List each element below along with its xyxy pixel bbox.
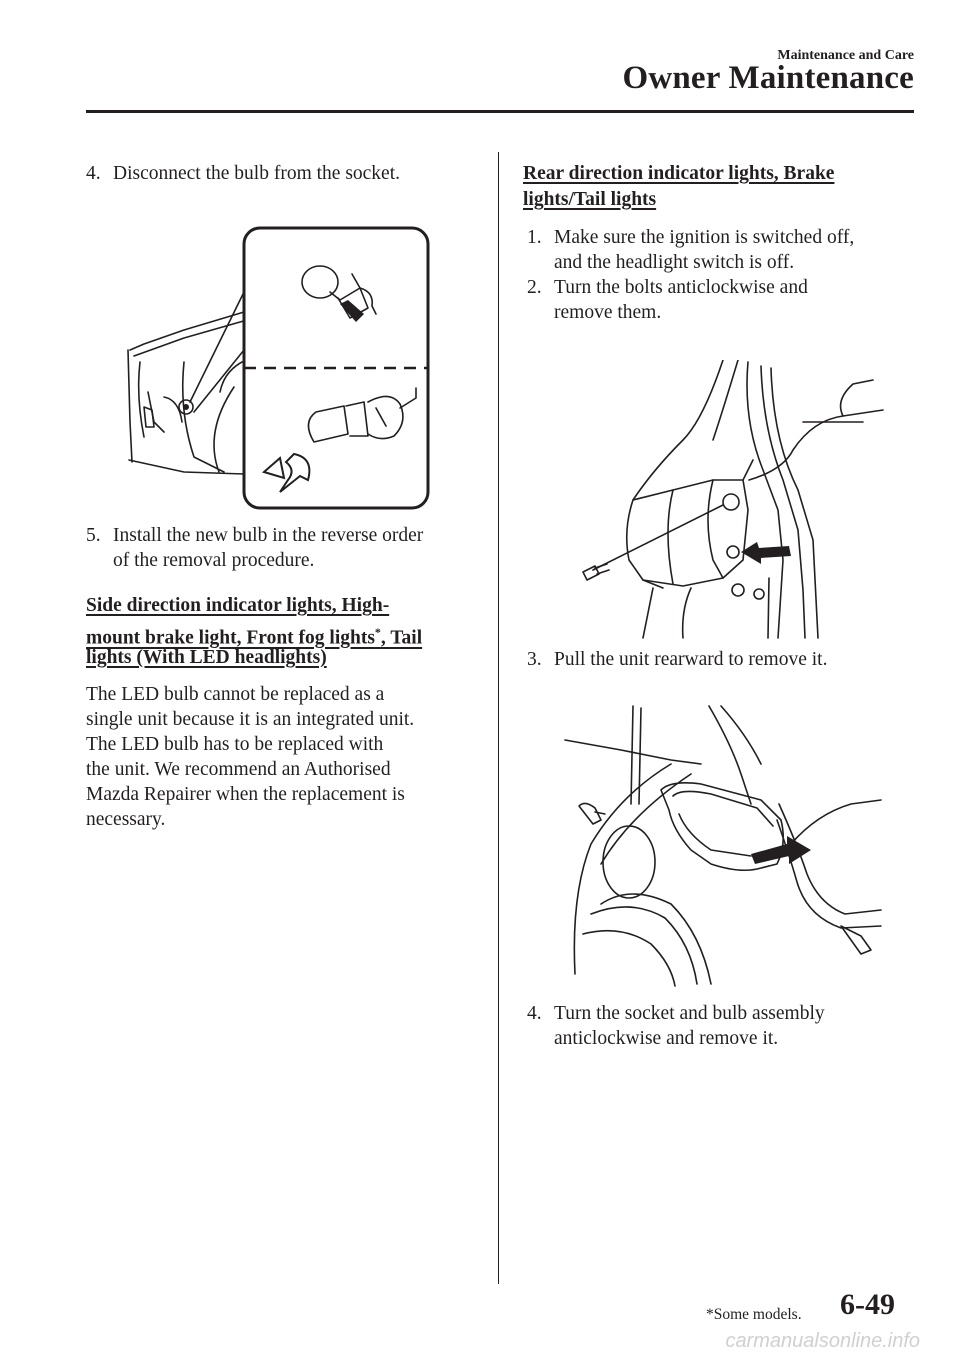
paragraph-line: The LED bulb has to be replaced with	[86, 734, 384, 755]
step-number: 4.	[86, 163, 101, 184]
step-text-line-1: Install the new bulb in the reverse order	[113, 525, 424, 546]
step-text-line-2: and the headlight switch is off.	[554, 252, 795, 273]
page-title: Owner Maintenance	[622, 60, 914, 96]
section-heading-led-line-1: Side direction indicator lights, High-	[86, 595, 390, 616]
bolt-removal-illustration	[573, 360, 893, 642]
paragraph-line: the unit. We recommend an Authorised	[86, 759, 391, 780]
led-paragraph	[86, 682, 414, 832]
page-number: 6-49	[840, 1288, 895, 1321]
paragraph-line: single unit because it is an integrated unit.	[86, 709, 415, 730]
section-heading-rear-line-2: lights/Tail lights	[523, 189, 657, 210]
section-heading-led-line-3: lights (With LED headlights)	[86, 647, 327, 668]
bulb-socket-illustration	[124, 222, 469, 512]
step-number: 4.	[527, 1003, 542, 1024]
step-number: 3.	[527, 649, 542, 670]
step-number: 2.	[527, 277, 542, 298]
step-text-line-1: Turn the bolts anticlockwise and	[554, 277, 808, 298]
paragraph-line: The LED bulb cannot be replaced as a	[86, 684, 385, 705]
section-heading-rear-line-1: Rear direction indicator lights, Brake	[523, 163, 835, 184]
heading-text: , Tail	[380, 627, 423, 649]
footnote-asterisk: *	[374, 625, 381, 639]
step-text-line-1: Turn the socket and bulb assembly	[554, 1003, 825, 1024]
step-text: Disconnect the bulb from the socket.	[113, 163, 401, 184]
footnote: *Some models.	[706, 1306, 802, 1323]
section-label: Maintenance and Care	[777, 48, 914, 63]
paragraph-line: necessary.	[86, 809, 166, 830]
column-divider	[498, 152, 499, 1284]
paragraph-line: Mazda Repairer when the replacement is	[86, 784, 405, 805]
unit-removal-illustration	[561, 704, 885, 990]
watermark: carmanualsonline.info	[725, 1330, 920, 1352]
step-number: 1.	[527, 227, 542, 248]
step-text-line-2: anticlockwise and remove it.	[554, 1028, 779, 1049]
step-number: 5.	[86, 525, 101, 546]
step-text: Pull the unit rearward to remove it.	[554, 649, 828, 670]
header-rule	[86, 110, 914, 113]
heading-text: mount brake light, Front fog lights	[86, 627, 375, 649]
step-text-line-2: remove them.	[554, 302, 662, 323]
step-text-line-1: Make sure the ignition is switched off,	[554, 227, 855, 248]
step-text-line-2: of the removal procedure.	[113, 550, 315, 571]
